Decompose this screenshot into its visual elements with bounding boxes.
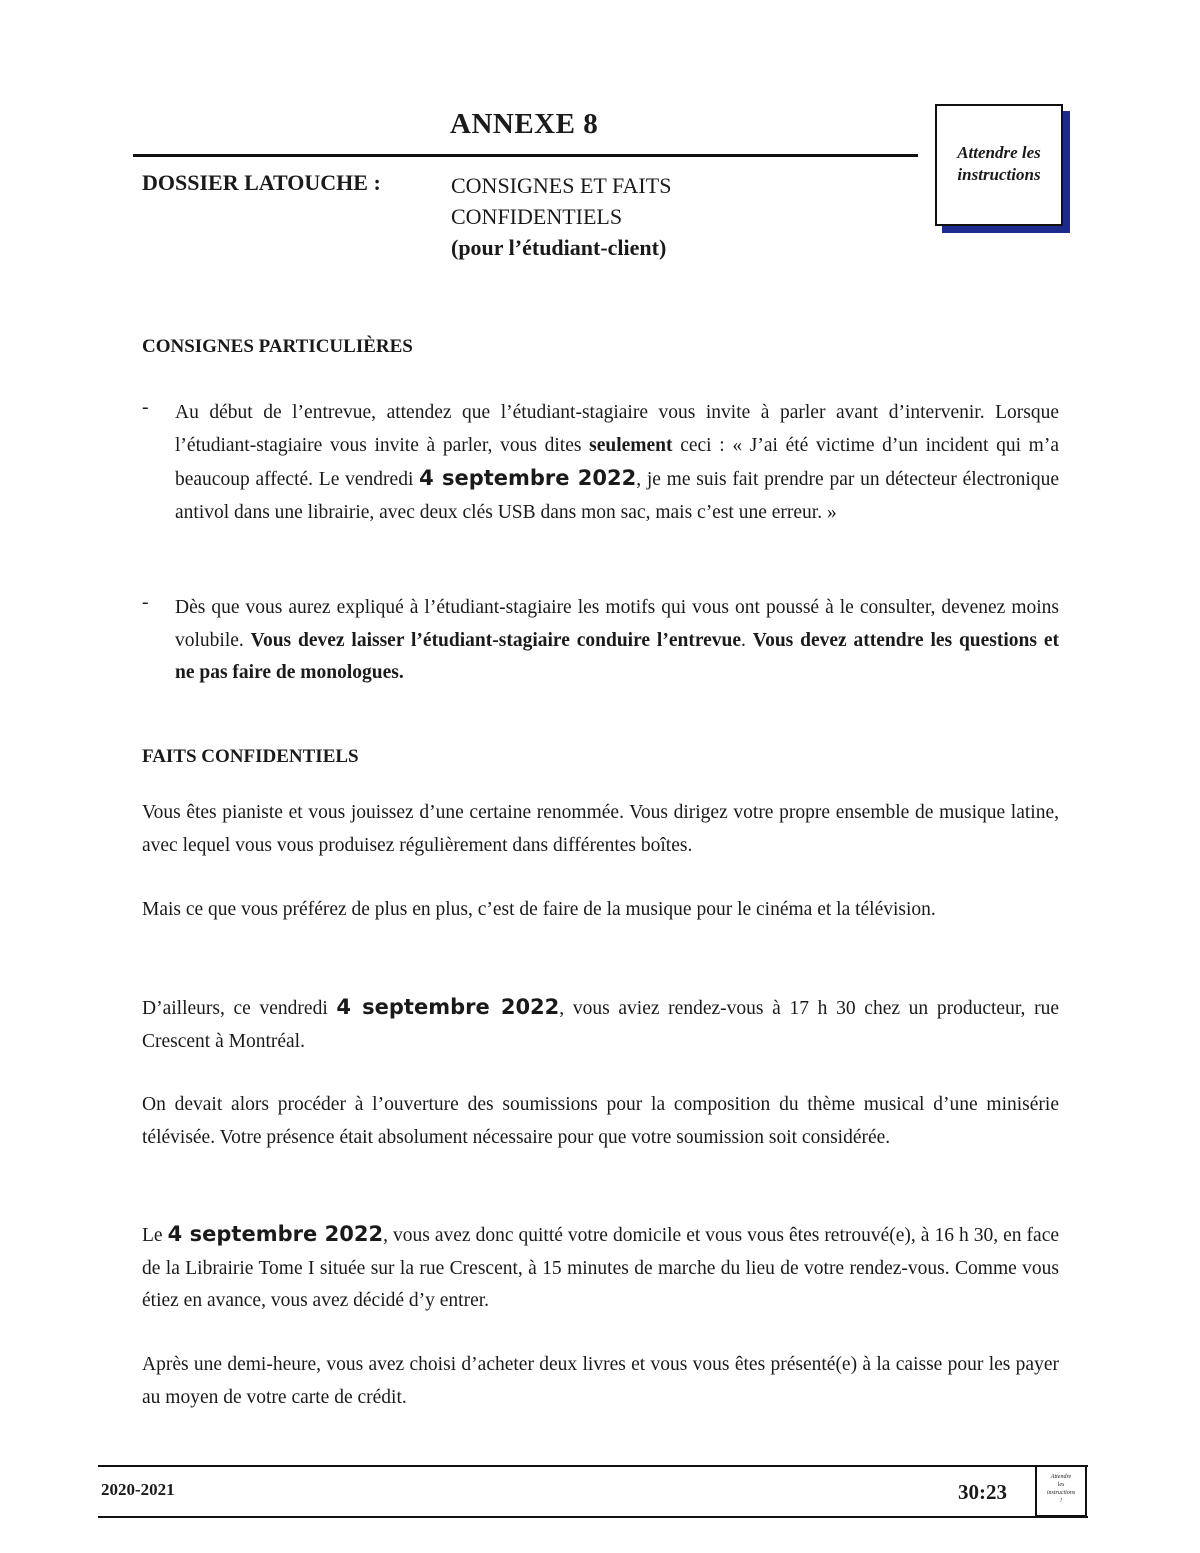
subtitle-line-1: CONSIGNES ET FAITS xyxy=(451,173,672,198)
document-subtitle xyxy=(451,170,671,263)
emphasis-text: Vous devez attendre les questions et ne pas faire de monologues. xyxy=(175,629,1060,683)
text-run: , vous avez donc quitté votre domicile et vous vous êtes retrouvé(e), à 16 h 30, en face de la Librairie Tome I située sur la rue Crescent, à 15 minutes de marche du lieu de votre rendez-vous. Comme vous étiez en avance, vous avez décidé d’y entrer. xyxy=(142,1225,1060,1311)
bullet-dash: - xyxy=(142,397,149,418)
faits-paragraph-5 xyxy=(142,1218,1059,1318)
page-number: 30:23 xyxy=(958,1480,1007,1504)
subtitle-line-3: (pour l’étudiant-client) xyxy=(451,235,667,260)
faits-paragraph-6: Après une demi-heure, vous avez choisi d’acheter deux livres et vous vous êtes présenté(e) à la caisse pour les payer au moyen de votre carte de crédit. xyxy=(142,1354,1059,1408)
stamp-text xyxy=(937,142,1061,186)
emphasis-text: seulement xyxy=(589,434,673,456)
text-run: Le xyxy=(142,1225,168,1246)
subtitle-line-2: CONFIDENTIELS xyxy=(451,204,623,229)
footer-stamp-text xyxy=(1037,1473,1085,1505)
section-heading-faits: FAITS CONFIDENTIELS xyxy=(142,746,359,767)
text-run: D’ailleurs, ce vendredi xyxy=(142,998,337,1019)
footer-instructions-stamp xyxy=(1035,1465,1087,1517)
footer-stamp-line-3: instructions xyxy=(1046,1490,1076,1496)
text-run: Dès que vous aurez expliqué à l’étudiant-stagiaire les motifs qui vous ont poussé à le consulter, devenez moins volubile. xyxy=(175,597,1059,651)
faits-paragraph-1: Vous êtes pianiste et vous jouissez d’une certaine renommée. Vous dirigez votre propre ensemble de musique latine, avec lequel vous vous produisez régulièrement dans différentes boîtes. xyxy=(142,802,1059,856)
faits-paragraph-2: Mais ce que vous préférez de plus en plus, c’est de faire de la musique pour le cinéma et la télévision. xyxy=(142,899,936,920)
text-run: . xyxy=(741,629,753,651)
footer-stamp-line-1: Attendre xyxy=(1050,1474,1072,1480)
consigne-paragraph-1 xyxy=(175,397,1059,529)
text-run: Au début de l’entrevue, attendez que l’étudiant-stagiaire vous invite à parler avant d’intervenir. Lorsque l’étudiant-stagiaire vous invite à parler, vous dites xyxy=(175,402,1059,456)
footer-bottom-rule xyxy=(98,1516,1088,1518)
dossier-label: DOSSIER LATOUCHE : xyxy=(142,170,381,195)
instructions-stamp xyxy=(935,104,1063,226)
text-run: , je me suis fait prendre par un détecteur électronique antivol dans une librairie, avec deux clés USB dans mon sac, mais c’est une erreur. » xyxy=(175,469,1059,523)
faits-paragraph-3 xyxy=(142,991,1059,1058)
footer-top-rule xyxy=(98,1465,1088,1467)
footer-stamp-line-4: ! xyxy=(1060,1498,1062,1504)
footer-year: 2020-2021 xyxy=(101,1480,175,1499)
stamp-line-2: instructions xyxy=(957,165,1041,184)
date-highlight: 4 septembre 2022 xyxy=(336,995,560,1019)
footer-stamp-line-2: les xyxy=(1057,1482,1065,1488)
date-highlight: 4 septembre 2022 xyxy=(167,1222,384,1246)
consigne-paragraph-2 xyxy=(175,592,1059,690)
text-run: , vous aviez rendez-vous à 17 h 30 chez un producteur, rue Crescent à Montréal. xyxy=(142,998,1059,1052)
faits-paragraph-4: On devait alors procéder à l’ouverture des soumissions pour la composition du thème musical d’une minisérie télévisée. Votre présence était absolument nécessaire pour que votre soumission soit considérée. xyxy=(142,1094,1059,1148)
title-divider xyxy=(133,154,918,157)
page-title: ANNEXE 8 xyxy=(450,108,599,140)
emphasis-text: Vous devez laisser l’étudiant-stagiaire conduire l’entrevue xyxy=(250,629,742,651)
date-highlight: 4 septembre 2022 xyxy=(419,466,637,490)
bullet-dash: - xyxy=(142,592,149,613)
stamp-line-1: Attendre les xyxy=(957,143,1041,162)
text-run: ceci : « J’ai été victime d’un incident qui m’a beaucoup affecté. Le vendredi xyxy=(175,434,1059,490)
section-heading-consignes: CONSIGNES PARTICULIÈRES xyxy=(142,336,413,357)
